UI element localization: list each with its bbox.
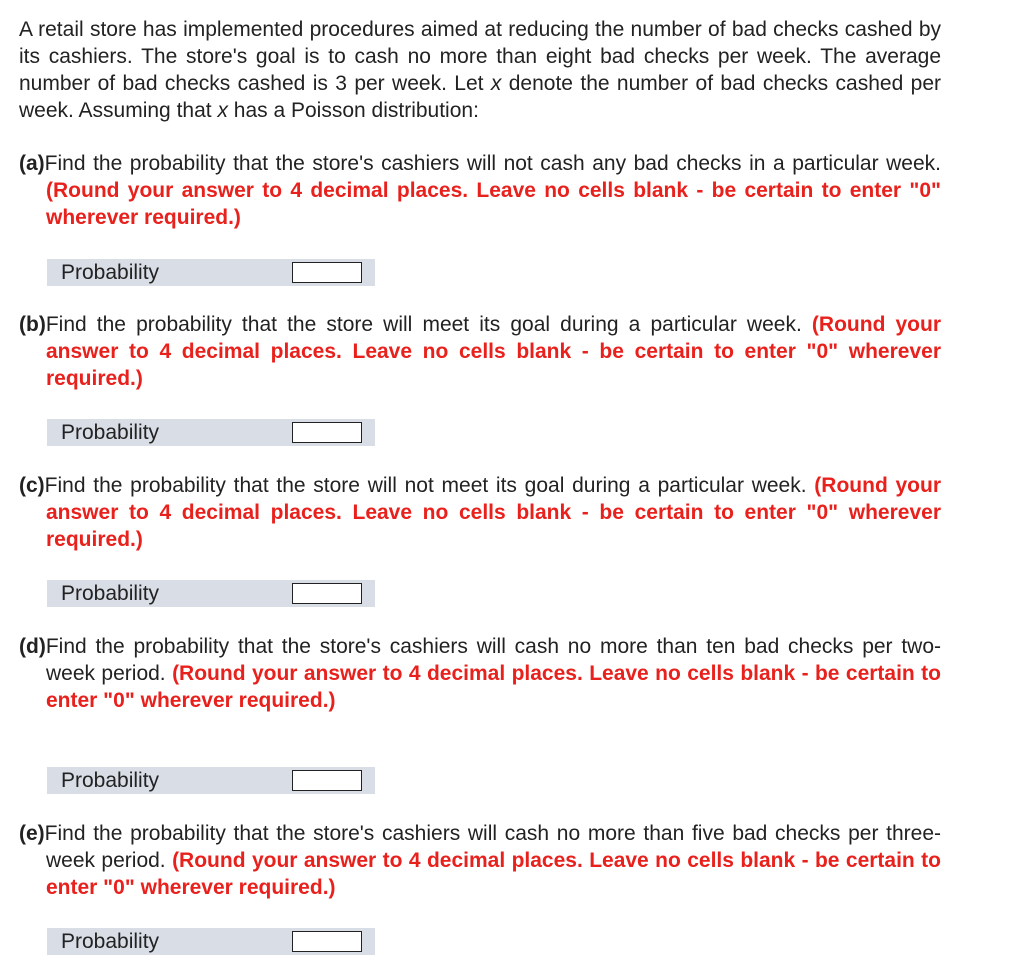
answer-row-c (47, 580, 375, 607)
question-text: Find the probability that the store will meet its goal during a particular week. (45, 313, 812, 336)
probability-input-d[interactable] (292, 770, 362, 791)
rounding-instruction: (Round your answer to 4 decimal places. Leave no cells blank - be certain to enter "0" wherever required.) (46, 179, 941, 229)
rounding-instruction: (Round your answer to 4 decimal places. Leave no cells blank - be certain to enter "0" wherever required.) (46, 474, 942, 551)
question-text: Find the probability that the store's cashiers will cash no more than ten bad checks per two-week period. (45, 635, 941, 685)
problem-statement (19, 16, 941, 124)
answer-row-e (47, 928, 375, 955)
probability-input-e[interactable] (292, 931, 362, 952)
answer-label: Probability (61, 261, 160, 284)
question-a (19, 150, 941, 231)
answer-label: Probability (61, 930, 160, 953)
variable-x: x (217, 99, 228, 122)
rounding-instruction: (Round your answer to 4 decimal places. Leave no cells blank - be certain to enter "0" wherever required.) (46, 313, 942, 390)
question-label: (e) (19, 822, 45, 845)
answer-label: Probability (61, 421, 160, 444)
question-c (19, 472, 941, 553)
answer-row-b (47, 419, 375, 446)
rounding-instruction: (Round your answer to 4 decimal places. Leave no cells blank - be certain to enter "0" wherever required.) (46, 849, 941, 899)
question-label: (c) (19, 474, 45, 497)
intro-text-3: has a Poisson distribution: (227, 99, 479, 122)
question-d (19, 633, 941, 714)
answer-label: Probability (61, 582, 160, 605)
question-e (19, 820, 941, 901)
question-label: (a) (19, 152, 45, 175)
intro-text-1: A retail store has implemented procedures aimed at reducing the number of bad checks cashed by its cashiers. The store's goal is to cash no more than eight bad checks per week. The average number of bad checks cashed is 3 per week. Let (19, 18, 941, 95)
rounding-instruction: (Round your answer to 4 decimal places. Leave no cells blank - be certain to enter "0" wherever required.) (46, 662, 941, 712)
question-label: (b) (19, 313, 46, 336)
answer-row-d (47, 767, 375, 794)
question-text: Find the probability that the store's cashiers will cash no more than five bad checks per three-week period. (44, 822, 941, 872)
probability-input-b[interactable] (292, 422, 362, 443)
question-b (19, 311, 941, 392)
question-text: Find the probability that the store will not meet its goal during a particular week. (44, 474, 815, 497)
variable-x: x (490, 72, 502, 95)
probability-input-a[interactable] (292, 262, 362, 283)
answer-row-a (47, 259, 375, 286)
question-label: (d) (19, 635, 46, 658)
probability-input-c[interactable] (292, 583, 362, 604)
question-text: Find the probability that the store's cashiers will not cash any bad checks in a particular week. (44, 152, 941, 175)
intro-text-2: denote the number of bad checks cashed per week. Assuming that (19, 72, 942, 122)
answer-label: Probability (61, 769, 160, 792)
